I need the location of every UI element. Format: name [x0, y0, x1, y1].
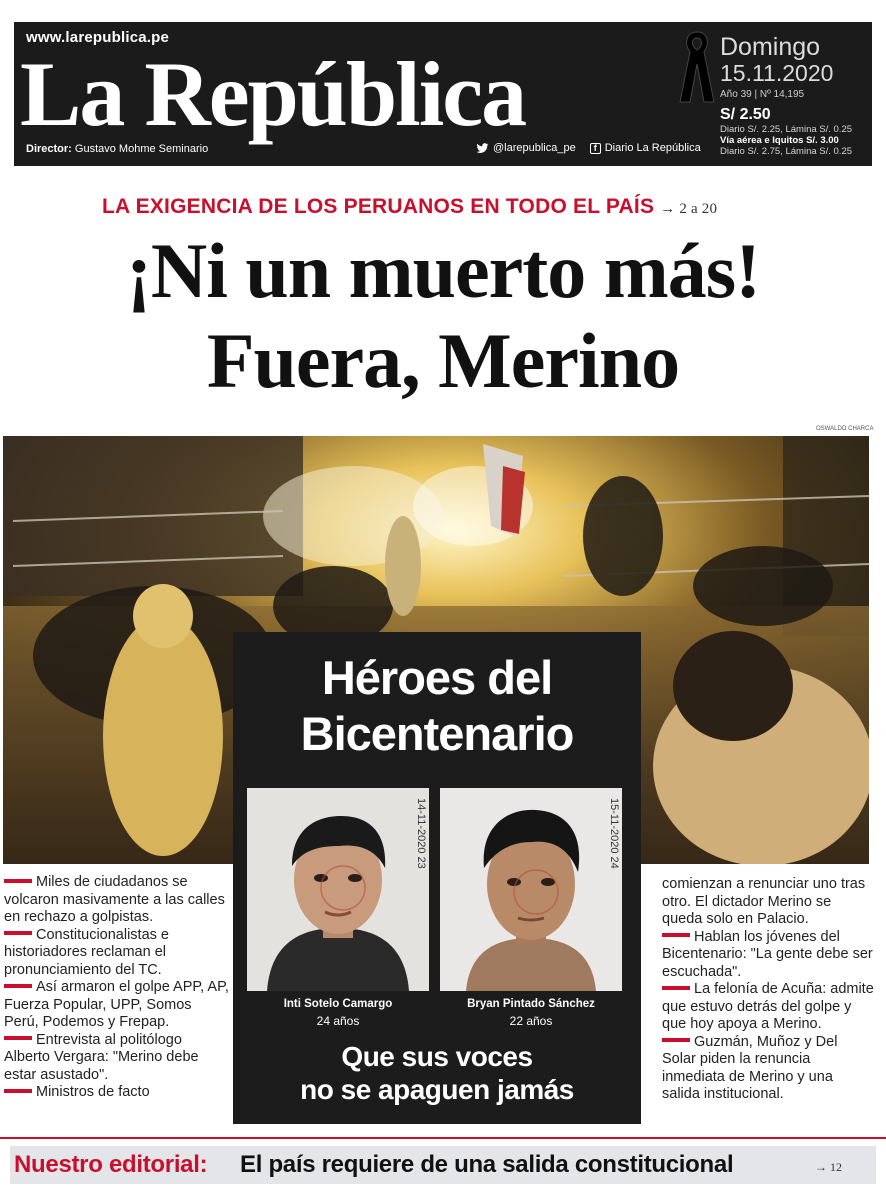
edition-number: Año 39 | Nº 14,195	[720, 89, 805, 100]
website-url[interactable]: www.larepublica.pe	[26, 29, 170, 46]
tagline-line-2: no se apaguen jamás	[300, 1074, 574, 1105]
kicker	[102, 195, 717, 219]
kicker-text: LA EXIGENCIA DE LOS PERUANOS EN TODO EL PAÍS	[102, 195, 655, 218]
facebook-link[interactable]	[590, 142, 701, 154]
editorial-divider	[0, 1137, 886, 1139]
news-item[interactable]	[4, 979, 230, 1032]
news-item-text: Así armaron el golpe APP, AP, Fuerza Popular, UPP, Somos Perú, Podemos y Frepap.	[4, 979, 229, 1030]
facebook-icon: f	[590, 143, 601, 154]
kicker-page-ref: → 2 a 20	[660, 201, 718, 217]
editorial-page-ref: → 12	[815, 1160, 842, 1174]
price: S/ 2.50	[720, 106, 771, 123]
news-item-text: Constitucionalistas e historiadores reclaman el pronunciamiento del TC.	[4, 926, 169, 978]
left-news-column	[4, 874, 230, 1102]
headline-line-2: Fuera, Merino	[206, 317, 680, 404]
red-bullet-icon	[4, 1089, 32, 1093]
news-item-text: Ministros de facto	[36, 1084, 150, 1100]
red-bullet-icon	[4, 1036, 32, 1040]
news-item-text: Guzmán, Muñoz y Del Solar piden la renuncia inmediata de Merino y una salida institucional.	[662, 1033, 838, 1102]
right-news-column	[662, 876, 874, 1104]
news-item[interactable]	[662, 981, 874, 1034]
news-item-text: Miles de ciudadanos se volcaron masivamente a las calles en rechazo a golpistas.	[4, 874, 225, 925]
price-detail-3: Diario S/. 2.75, Lámina S/. 0.25	[720, 146, 853, 157]
news-item-text: Entrevista al politólogo Alberto Vergara: "Merino debe estar asustado".	[4, 1031, 199, 1083]
editorial-headline: El país requiere de una salida constitucional	[240, 1151, 734, 1178]
edition-info	[720, 34, 870, 157]
twitter-icon	[476, 143, 489, 154]
victim-1-photo-stamp: 14-11-2020 23	[415, 798, 427, 869]
newspaper-logo: La República	[20, 43, 526, 145]
editorial-label: Nuestro editorial:	[14, 1151, 208, 1178]
red-bullet-icon	[4, 984, 32, 988]
heroes-box	[233, 632, 641, 1124]
heroes-title-line-2: Bicentenario	[300, 707, 574, 760]
edition-day: Domingo	[720, 33, 821, 61]
news-item[interactable]	[4, 1032, 230, 1085]
red-bullet-icon	[662, 1038, 690, 1042]
masthead	[14, 22, 872, 166]
victim-2-photo-stamp: 15-11-2020 24	[608, 798, 620, 869]
director-credit	[26, 143, 208, 155]
news-item-text: La felonía de Acuña: admite que estuvo detrás del golpe y que hoy apoya a Merino.	[662, 981, 874, 1032]
victim-2-age: 22 años	[509, 1014, 553, 1028]
news-continuation[interactable]: comienzan a renunciar uno tras otro. El dictador Merino se queda solo en Palacio.	[662, 876, 866, 927]
facebook-page: Diario La República	[604, 142, 701, 154]
editorial-bar[interactable]	[10, 1146, 876, 1184]
red-bullet-icon	[4, 879, 32, 883]
news-item[interactable]	[662, 929, 874, 982]
red-bullet-icon	[662, 933, 690, 937]
red-bullet-icon	[662, 986, 690, 990]
victim-1-name: Inti Sotelo Camargo	[283, 998, 393, 1010]
twitter-link[interactable]	[476, 142, 576, 154]
twitter-handle: @larepublica_pe	[493, 142, 576, 154]
mourning-ribbon-icon	[678, 28, 716, 106]
red-bullet-icon	[4, 931, 32, 935]
news-item[interactable]	[4, 874, 230, 927]
tagline-line-1: Que sus voces	[341, 1041, 533, 1072]
photo-credit: OSWALDO CHARCA	[816, 426, 874, 432]
news-item-text: Hablan los jóvenes del Bicentenario: "La gente debe ser escuchada".	[662, 928, 873, 980]
heroes-title-line-1: Héroes del	[321, 651, 553, 704]
victim-2-name: Bryan Pintado Sánchez	[467, 998, 595, 1010]
victim-1-age: 24 años	[316, 1014, 360, 1028]
edition-date: 15.11.2020	[720, 60, 834, 86]
news-item[interactable]	[4, 1084, 230, 1102]
victim-portrait-1	[247, 788, 429, 991]
news-item[interactable]	[4, 927, 230, 980]
victim-portrait-2	[440, 788, 622, 991]
headline-line-1: ¡Ni un muerto más!	[125, 227, 761, 314]
director-label: Director:	[26, 143, 72, 155]
price-detail-2: Vía aérea e Iquitos S/. 3.00	[720, 135, 839, 146]
director-name: Gustavo Mohme Seminario	[74, 143, 209, 155]
price-detail-1: Diario S/. 2.25, Lámina S/. 0.25	[720, 124, 853, 135]
social-links	[476, 142, 701, 154]
news-item[interactable]	[662, 1034, 874, 1104]
